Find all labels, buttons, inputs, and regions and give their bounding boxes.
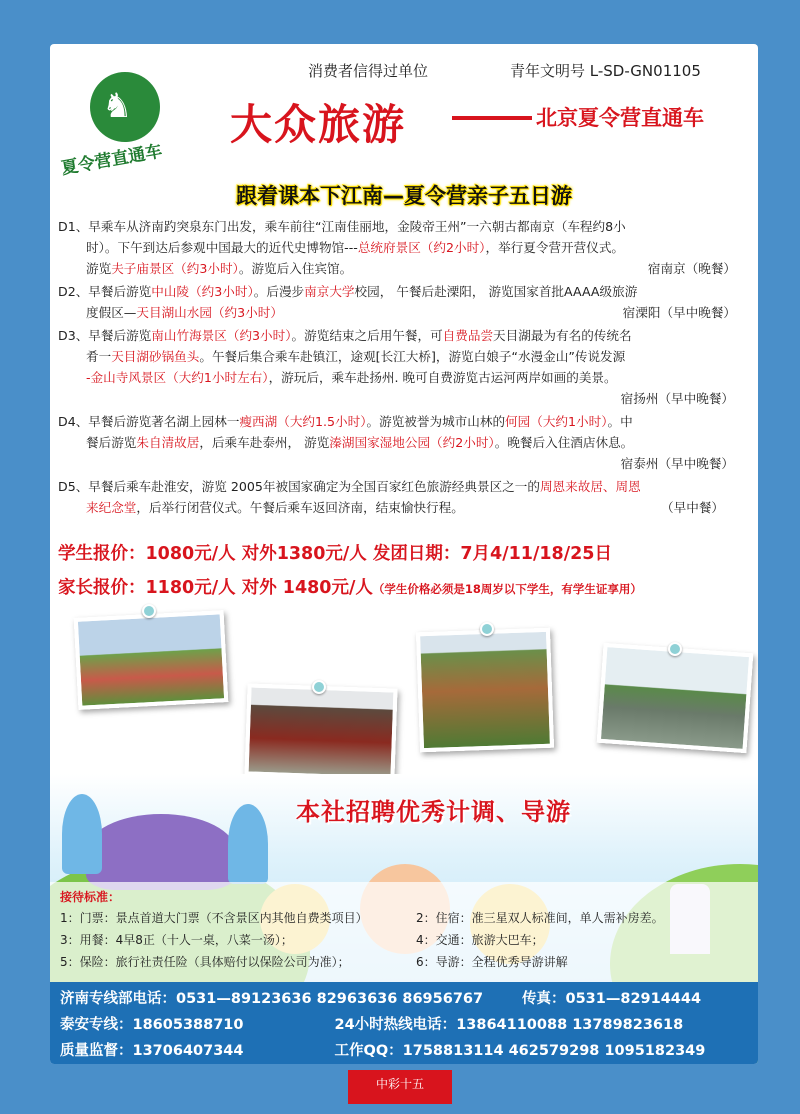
stay-text: 宿泰州（早中晚餐） <box>620 456 734 471</box>
photo-slender-west-lake <box>597 643 754 753</box>
stay-text: 宿扬州（早中晚餐） <box>620 391 734 406</box>
header <box>50 44 758 179</box>
brand-dash <box>452 116 532 120</box>
recruit-banner: 本社招聘优秀计调、导游 <box>296 798 571 826</box>
parent-price <box>58 574 642 599</box>
contact-row <box>60 986 748 1012</box>
standards-row <box>60 907 748 929</box>
day-text: 。游览结束之后用午餐，可 <box>291 328 443 343</box>
contact-footer <box>50 982 758 1064</box>
day-text: 。后漫步 <box>253 284 305 299</box>
day-text <box>58 476 750 497</box>
castle-illustration <box>86 814 236 890</box>
qq-numbers: 1758813114 462579298 1095182349 <box>402 1043 706 1059</box>
photo-sun-yat-sen-mausoleum <box>74 610 229 710</box>
reception-standards <box>50 882 758 982</box>
highlight-text: 瘦西湖（大约1.5小时） <box>239 414 367 429</box>
day-text: 天目湖最为有名的传统名 <box>493 328 632 343</box>
day-line <box>58 258 750 279</box>
day-text: D4、早餐后游览著名湖上园林一 <box>58 414 240 429</box>
standard-item: 1：门票：景点首道大门票（不含景区内其他自费类项目） <box>60 911 368 925</box>
standards-row <box>60 951 748 973</box>
jinan-label: 济南专线部电话： <box>60 991 176 1007</box>
day-text: D3、早餐后游览 <box>58 328 152 343</box>
day-text: 。午餐后集合乘车赴镇江，途观[长江大桥]，游览白娘子“水漫金山”传说发源 <box>199 349 626 364</box>
day-text <box>58 281 750 302</box>
castle-tower <box>228 804 268 884</box>
day-text: 校园， 午餐后赴溧阳， 游览国家首批AAAA级旅游 <box>354 284 638 299</box>
day-text <box>58 367 750 388</box>
page-tag: 中彩十五 <box>348 1070 452 1104</box>
castle-tower <box>62 794 102 874</box>
day-text <box>58 325 750 346</box>
horse-icon: ♞ <box>102 86 133 126</box>
day-text: ，游玩后，乘车赴扬州. 晚可自费游览古运河两岸如画的美景。 <box>268 370 617 385</box>
highlight-text: 天目湖山水园（约3小时） <box>136 305 283 320</box>
highlight-text: 中山陵（约3小时） <box>151 284 254 299</box>
day-3 <box>58 325 750 409</box>
standards-row <box>60 929 748 951</box>
flyer-card <box>50 44 758 1064</box>
quality-phone: 13706407344 <box>132 1043 244 1059</box>
day-text <box>58 432 750 453</box>
contact-row <box>60 1038 748 1064</box>
photo-bamboo-sea <box>416 628 554 753</box>
highlight-text: 总统府景区（约2小时） <box>357 240 486 255</box>
day-text: ，后乘车赴泰州， 游览 <box>199 435 330 450</box>
day-1 <box>58 216 750 279</box>
day-text <box>58 346 750 367</box>
hotline-phones: 13864110088 13789823618 <box>456 1017 684 1033</box>
day-text: D1、早乘车从济南趵突泉东门出发，乘车前往“江南佳丽地，金陵帝王州”一六朝古都南京（车程约8小 <box>58 219 626 234</box>
day-text: 。中 <box>607 414 633 429</box>
fax-label: 传真： <box>522 991 566 1007</box>
taian-label: 泰安专线： <box>60 1017 133 1033</box>
stay-text: （早中餐） <box>661 500 724 515</box>
day-text: 肴一 <box>86 349 112 364</box>
itinerary <box>58 216 750 520</box>
day-text: 。晚餐后入住酒店休息。 <box>494 435 634 450</box>
day-text: 。游览被誉为城市山林的 <box>366 414 506 429</box>
standard-item: 6：导游：全程优秀导游讲解 <box>416 955 568 969</box>
day-text: 时）。下午到达后参观中国最大的近代史博物馆--- <box>86 240 358 255</box>
highlight-text: 来纪念堂 <box>86 500 137 515</box>
highlight-text: 溱湖国家湿地公园（约2小时） <box>329 435 495 450</box>
quality-label: 质量监督： <box>60 1043 133 1059</box>
day-text: 游览 <box>86 261 112 276</box>
day-text <box>58 411 750 432</box>
parent-price-text: 家长报价：1180元/人 对外 1480元/人 <box>58 578 373 598</box>
highlight-text: 自费品尝 <box>442 328 494 343</box>
day-text: ，举行夏令营开营仪式。 <box>485 240 624 255</box>
photo-temple <box>244 683 397 780</box>
highlight-text: -金山寺风景区（大约1小时左右） <box>86 370 269 385</box>
jinan-phones: 0531—89123636 82963636 86956767 <box>176 991 484 1007</box>
photo-strip <box>50 600 758 790</box>
day-text <box>58 237 750 258</box>
taian-phone: 18605388710 <box>132 1017 244 1033</box>
qq-label: 工作QQ： <box>334 1043 403 1059</box>
day-text: ，后举行闭营仪式。午餐后乘车返回济南，结束愉快行程。 <box>136 500 464 515</box>
highlight-text: 夫子庙景区（约3小时） <box>111 261 239 276</box>
day-text: D2、早餐后游览 <box>58 284 152 299</box>
civilization-number: 青年文明号 L-SD-GN01105 <box>510 62 701 80</box>
highlight-text: 南京大学 <box>304 284 355 299</box>
day-text: 餐后游览 <box>86 435 137 450</box>
highlight-text: 天目湖砂锅鱼头 <box>111 349 200 364</box>
day-line <box>58 497 750 518</box>
tour-title: 跟着课本下江南—夏令营亲子五日游 <box>236 184 572 208</box>
day-5 <box>58 476 750 518</box>
pin-icon <box>480 622 494 636</box>
price-note: （学生价格必须是18周岁以下学生，有学生证享用） <box>372 582 642 596</box>
day-text: D5、早餐后乘车赴淮安，游览 2005年被国家确定为全国百家红色旅游经典景区之一的 <box>58 479 540 494</box>
fax-number: 0531—82914444 <box>565 991 702 1007</box>
stay-text: 宿南京（晚餐） <box>647 261 736 276</box>
logo <box>59 72 170 179</box>
highlight-text: 朱自清故居 <box>136 435 200 450</box>
logo-text: 夏令营直通车 <box>59 141 164 179</box>
consumer-trust-text: 消费者信得过单位 <box>308 62 429 80</box>
day-line <box>58 302 750 323</box>
highlight-text: 南山竹海景区（约3小时） <box>151 328 292 343</box>
day-text: 度假区— <box>86 305 137 320</box>
standards-heading: 接待标准： <box>60 890 121 904</box>
brand-subtitle: 北京夏令营直通车 <box>536 106 704 130</box>
student-price: 学生报价：1080元/人 对外1380元/人 发团日期：7月4/11/18/25日 <box>58 544 612 564</box>
day-2 <box>58 281 750 323</box>
highlight-text: 周恩来故居、周恩 <box>539 479 641 494</box>
highlight-text: 何园（大约1小时） <box>505 414 608 429</box>
pin-icon <box>312 680 326 694</box>
pin-icon <box>668 642 682 656</box>
standard-item: 4：交通：旅游大巴车； <box>416 933 544 947</box>
hotline-label: 24小时热线电话： <box>334 1017 457 1033</box>
standard-item: 5：保险：旅行社责任险（具体赔付以保险公司为准）； <box>60 955 350 969</box>
day-4 <box>58 411 750 474</box>
contact-row <box>60 1012 748 1038</box>
stay-text: 宿溧阳（早中晚餐） <box>622 305 736 320</box>
standard-item: 3：用餐：4早8正（十人一桌，八菜一汤）； <box>60 933 293 947</box>
brand-title: 大众旅游 <box>230 100 407 149</box>
day-text: 。游览后入住宾馆。 <box>238 261 353 276</box>
standard-item: 2：住宿：准三星双人标准间，单人需补房差。 <box>416 911 664 925</box>
pin-icon <box>142 604 156 618</box>
